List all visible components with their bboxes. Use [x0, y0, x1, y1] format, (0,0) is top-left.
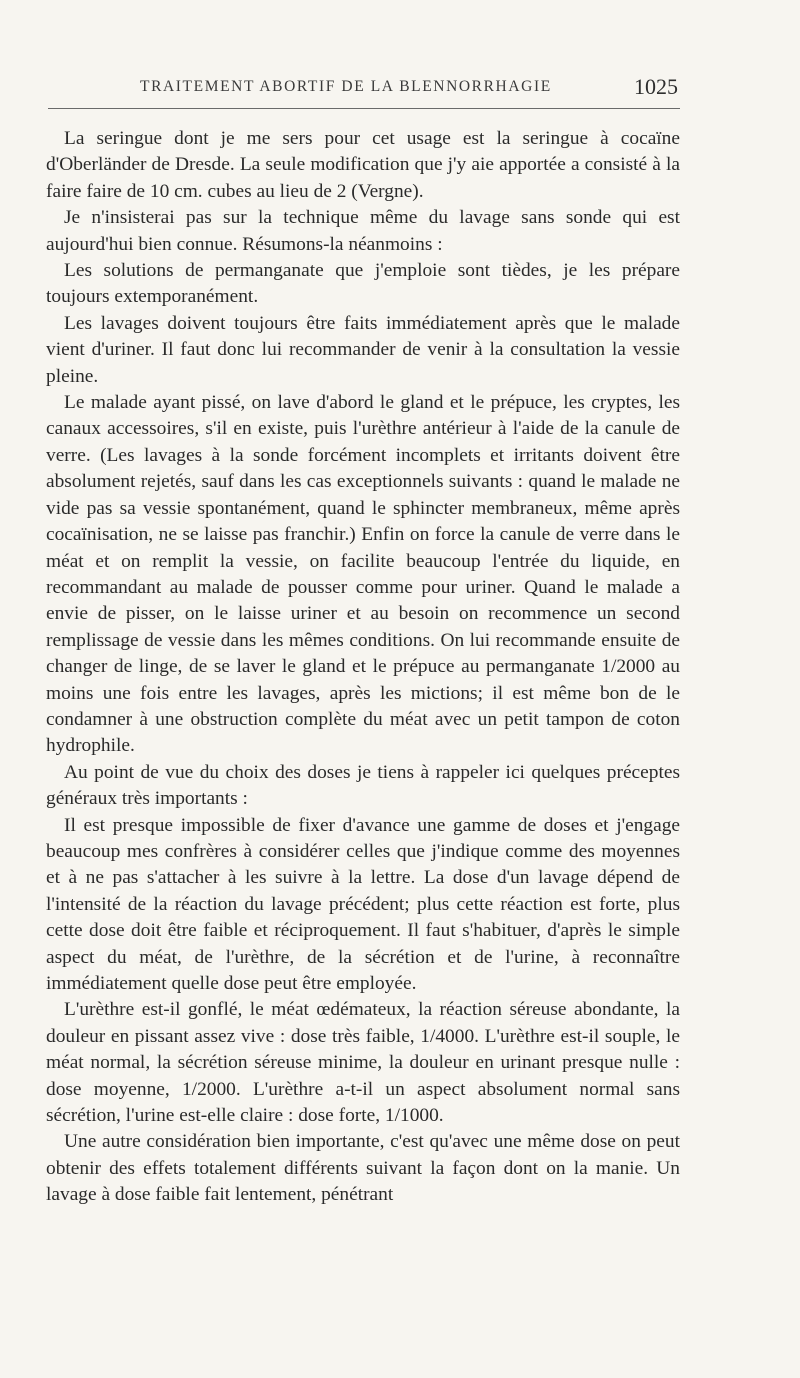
paragraph: La seringue dont je me sers pour cet usage est la seringue à cocaïne d'Oberländer de Dresde. La seule modification que j'y aie apportée a consisté à la faire faire de 10 cm. cubes au lieu de 2 (Vergne). [46, 128, 680, 202]
paragraph: Au point de vue du choix des doses je tiens à rappeler ici quelques préceptes généraux très importants : [46, 761, 680, 810]
paragraph: Je n'insisterai pas sur la technique même du lavage sans sonde qui est aujourd'hui bien connue. Résumons-la néanmoins : [46, 207, 680, 255]
paragraph: Une autre considération bien importante, c'est qu'avec une même dose on peut obtenir des effets totalement différents suivant la façon dont on la manie. Un lavage à dose faible fait lentement, pénétrant [46, 1131, 680, 1206]
page-number: 1025 [634, 74, 678, 99]
paragraph: Les lavages doivent toujours être faits immédiatement après que le malade vient d'uriner. Il faut donc lui recommander de venir à la consultation la vessie pleine. [46, 312, 680, 387]
paragraph: Le malade ayant pissé, on lave d'abord le gland et le prépuce, les cryptes, les canaux accessoires, s'il en existe, puis l'urèthre antérieur à l'aide de la canule de verre. (Les lavages à la sonde forcément incomplets et irritants doivent être absolument rejetés, sauf dans les cas exceptionnels suivants : quand le malade ne vide pas sa vessie spontanément, quand le sphincter membraneux, même après cocaïnisation, ne se laisse pas franchir.) Enfin on force la canule de verre dans le méat et on remplit la vessie, on facilite beaucoup l'entrée du liquide, en recommandant au malade de pousser comme pour uriner. Quand le malade a envie de pisser, on le laisse uriner et au besoin on recommence un second remplissage de vessie dans les mêmes conditions. On lui recommande ensuite de changer de linge, de se laver le gland et le prépuce au permanganate 1/2000 au moins une fois entre les lavages, après les mictions; il est même bon de le condamner à une obstruction complète du méat avec un petit tampon de coton hydrophile. [46, 392, 680, 757]
paragraph: L'urèthre est-il gonflé, le méat œdémateux, la réaction séreuse abondante, la douleur en pissant assez vive : dose très faible, 1/4000. L'urèthre est-il souple, le méat normal, la sécrétion séreuse minime, la douleur en urinant presque nulle : dose moyenne, 1/2000. L'urèthre a-t-il un aspect absolument normal sans sécrétion, l'urine est-elle claire : dose forte, 1/1000. [46, 999, 680, 1127]
running-title: TRAITEMENT ABORTIF DE LA BLENNORRHAGIE [140, 78, 552, 95]
running-header [48, 74, 680, 109]
paragraph: Il est presque impossible de fixer d'avance une gamme de doses et j'engage beaucoup mes confrères à considérer celles que j'indique comme des moyennes et à ne pas s'attacher à les suivre à la lettre. La dose d'un lavage dépend de l'intensité de la réaction du lavage précédent; plus cette réaction est forte, plus cette dose doit être faible et réciproquement. Il faut s'habituer, d'après le simple aspect du méat, de l'urèthre, de la sécrétion et de l'urine, à reconnaître immédiatement quelle dose peut être employée. [46, 814, 680, 994]
body-text [46, 126, 680, 1209]
paragraph: Les solutions de permanganate que j'emploie sont tièdes, je les prépare toujours extemporanément. [46, 260, 680, 308]
